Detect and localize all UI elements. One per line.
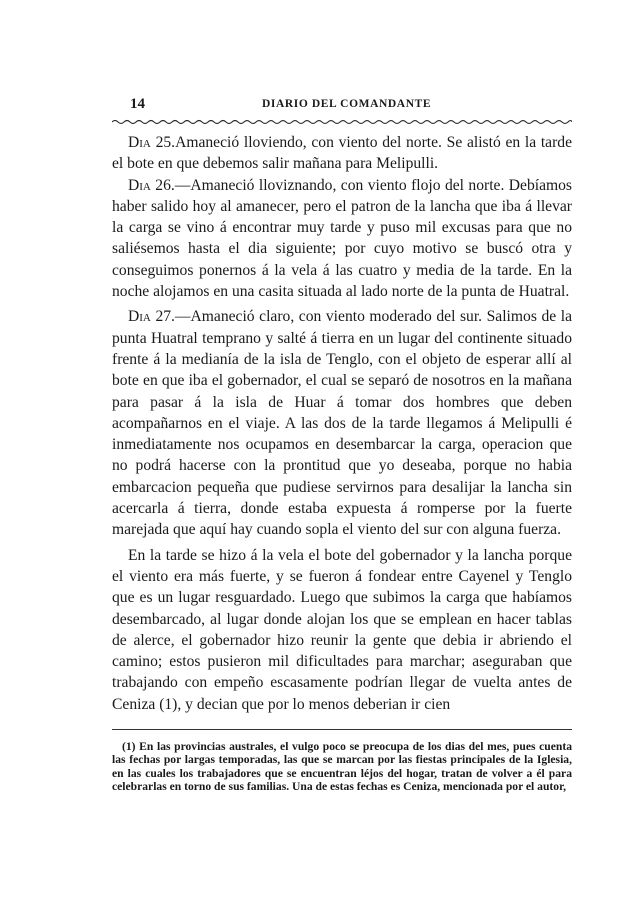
entry-text: 26.—Amaneció lloviznando, con viento flojo del norte. Debíamos haber salido hoy al amanecer, pero el patron de la lancha que iba á llevar la carga se vino á encontrar muy tarde y puso mil excusas para que no saliésemos hasta el dia siguiente; por cuyo motivo se buscó otra y conseguimos ponernos á la vela á las cuatro y media de la tarde. En la noche alojamos en una casita situada al lado norte de la punta de Huatral.: [112, 176, 572, 301]
entry-day-27: [112, 306, 572, 540]
header-ornament-rule: [112, 118, 572, 126]
day-label: Dia: [128, 176, 151, 194]
page-number: 14: [130, 96, 145, 112]
book-page: [112, 96, 572, 794]
running-title: DIARIO DEL COMANDANTE: [262, 98, 432, 110]
day-label: Dia: [128, 308, 151, 326]
footnote: (1) En las provincias australes, el vulgo poco se preocupa de los dias del mes, pues cuenta las fechas por largas temporadas, las que se marcan por las fiestas principales de la Iglesia, en las cuales los trabajadores que se encuentran léjos del hogar, tratan de volver a él para celebrarlas en torno de sus familias. Una de estas fechas es Ceniza, mencionada por el autor,: [112, 740, 572, 794]
day-label: Dia: [128, 134, 151, 151]
entry-text: 25.Amaneció lloviendo, con viento del norte. Se alistó en la tarde el bote en que debemos salir mañana para Melipulli.: [112, 134, 572, 173]
footnote-divider: [112, 729, 572, 730]
entry-text: En la tarde se hizo á la vela el bote del gobernador y la lancha porque el viento era más fuerte, y se fueron á fondear entre Cayenel y Tenglo que es un lugar resguardado. Luego que subimos la carga que habíamos desembarcado, al lugar donde alojan los que se emplean en hacer tablas de alerce, el gobernador hizo reunir la gente que debia ir abriendo el camino; estos pusieron mil dificultades para marchar; aseguraban que trabajando con empeño escasamente podrían llegar de vuelta antes de Ceniza (1), y decian que por lo menos deberian ir cien: [112, 546, 572, 713]
running-head: [112, 96, 572, 118]
entry-text: 27.—Amaneció claro, con viento moderado del sur. Salimos de la punta Huatral temprano y salté á tierra en un lugar del continente situado frente á la medianía de la isla de Tenglo, con el objeto de esperar allí al bote en que iba el gobernador, el cual se separó de nosotros en la mañana para pasar á la isla de Huar á tomar dos hombres que deben acompañarnos en el viaje. A las dos de la tarde llegamos á Melipulli é inmediatamente nos ocupamos en desembarcar la carga, operacion que no podrá hacerse con la prontitud que yo deseaba, porque no habia embarcacion pequeña que pudiese servirnos para desalijar la lancha sin acercarla á tierra, donde estaba expuesta á romperse por la fuerte marejada que aquí hay cuando sopla el viento del sur con alguna fuerza.: [112, 308, 572, 539]
entry-continuation: [112, 545, 572, 715]
diary-body: [112, 132, 572, 715]
entry-day-25: [112, 132, 572, 175]
entry-day-26: [112, 175, 572, 303]
